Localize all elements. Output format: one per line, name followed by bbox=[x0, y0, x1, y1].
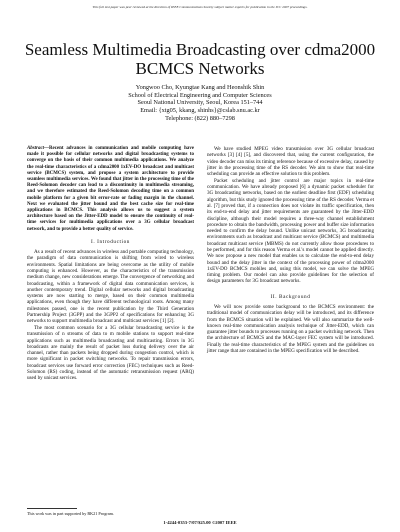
intro-paragraph: The most common scenario for a 3G cellular broadcasting service is the transmission of n streams of data to m mobile stations to support real-time applications such as multimedia broadcasting and multicasting. Errors in 3G broadcasts are mainly the result of packet loss during delivery over the air channel, rather than packets being dropped during congestion control, which is more significant in packet switching networks. To repair transmission errors, broadcast services use forward error correction (FEC) techniques such as Reed-Solomon (RS) coding, instead of the automatic retransmission request (ARQ) used by unicast services. bbox=[27, 325, 194, 382]
section-heading-background: II. Background bbox=[270, 293, 311, 300]
author-names: Yongwoo Cho, Kyungtae Kang and Heonshik Shin bbox=[135, 84, 265, 91]
title-line-2: BCMCS Networks bbox=[135, 59, 265, 78]
right-column bbox=[207, 146, 374, 354]
intro-paragraph: As a result of recent advances in wireless and portable computing technology, the paradigm of data communication is shifting from wired to wireless environments. Spatial limitations are being overcome as the utility of mobile computing is enhanced. However, as the characteristics of the transmission medium change, new considerations emerge. The convergence of networking and broadcasting, within a framework of digital data communication services, is another contemporary trend. Digital cellular networks and digital broadcasting systems are now starting to merge, based on their common multimedia applications, even though they have different technological roots. Among many milestones passed, one is the recent publication by the Third Generation Partnership Project (3GPP) and the 3GPP2 of specifications for enhancing 3G networks to support multimedia broadcast and multicast services [1] [2]. bbox=[27, 249, 194, 325]
abstract-label: Abstract bbox=[27, 146, 45, 151]
footnote-rule bbox=[27, 508, 77, 509]
left-column bbox=[27, 146, 194, 382]
footnote-text: This work was in part supported by BK21 Program. bbox=[27, 511, 114, 516]
author-school: School of Electrical Engineering and Computer Sciences bbox=[128, 91, 272, 99]
body-paragraph: We have studied MPEG video transmission over 3G cellular broadcast networks [3] [4] [5], and discovered that, using the current configuration, the video decoder can miss its timing reference because of excessive delay, caused by jitter in the processing time of the RS decoder. We aim to show that real-time scheduling can provide an effective solution to this problem. bbox=[207, 146, 374, 178]
author-block bbox=[40, 84, 360, 123]
footnote bbox=[27, 508, 194, 516]
background-paragraph: We will now provide some background to the BCMCS environment: the traditional model of communication delay will be introduced, and its difference from the BCMCS situation will be explained. We will also summarize the well-known real-time communication analysis technique of Jitter-EDD, which can guarantee jitter bounds to processes running on a packet switching network. Then the architecture of BCMCS and the MAC-layer FEC system will be introduced. Finally the real-time characteristics of the MPEG system and the guidelines on jitter range that are contained in the MPEG specification will be described. bbox=[207, 303, 374, 354]
body-paragraph: Packet scheduling and jitter control are major topics in real-time communication. We have already proposed [6] a dynamic packet scheduler for 3G broadcasting networks, based on the earliest deadline first (EDF) scheduling algorithm, but this study ignored the processing time of the RS decoder. Verma et al. [7] proved that, if a connection does not violate its traffic specification, then its end-to-end delay and jitter requirements are guaranteed by the Jitter-EDD discipline, although their model requires a three-way channel establishment procedure to obtain the bandwidth, processing power and buffer size information needed to confirm the delay bound. Unlike unicast networks, 3G broadcasting environments such as broadcast and multicast service (BCMCS) and multimedia broadcast multicast service (MBMS) do not currently allow those procedures to be performed, and for this reason Verma et al.'s model cannot be applied directly. We now propose a new model that enables us to calculate the end-to-end delay bound and the delay jitter in the context of the processing power of cdma2000 1xEV-DO BCMCS mobiles and, using this model, we can solve the MPEG timing problem. Our model can also provide guidelines for the selection of design parameters for 3G broadcast networks. bbox=[207, 177, 374, 285]
author-university: Seoul National University, Seoul, Korea 151–744 bbox=[137, 99, 263, 107]
author-telephone: Telephone: (822) 880–7298 bbox=[165, 114, 235, 122]
paper-title bbox=[20, 40, 380, 78]
title-line-1: Seamless Multimedia Broadcasting over cdma2000 bbox=[24, 40, 376, 59]
copyright-code: 1-4244-0353-7/07/$25.00 ©2007 IEEE bbox=[163, 520, 237, 525]
abstract bbox=[27, 146, 194, 233]
author-email: Email: {xtg05, kkang, shinhs}@cslab.snu.ac.kr bbox=[140, 107, 260, 115]
section-heading-introduction: I. Introduction bbox=[91, 238, 130, 245]
review-note: This full text paper was peer reviewed at the direction of IEEE Communications Society subject matter experts for publication in the ICC 2007 proceedings. bbox=[92, 5, 308, 9]
abstract-text: —Recent advances in communication and mobile computing have made it possible for cellular networks and digital broadcasting systems to converge on the basis of their common multimedia applications. We analyze the real-time characteristics of a cdma2000 1xEV-DO broadcast and multicast service (BCMCS) system, and propose a system architecture to provide seamless multimedia services. We found that jitter in the processing time of the Reed-Solomon decoder can lead to a discontinuity in multimedia streaming, and we therefore estimated the Reed-Solomon decoding time on a common mobile platform for a given bit error-rate or fading margin in the channel. Next we evaluated the jitter bound and the best cache size for real-time applications in BCMCS. This analysis allows us to suggest a system architecture based on the Jitter-EDD model to ensure the continuity of real-time services for multimedia applications over a 3G cellular broadcast network, and to provide a better quality of service. bbox=[27, 146, 194, 232]
